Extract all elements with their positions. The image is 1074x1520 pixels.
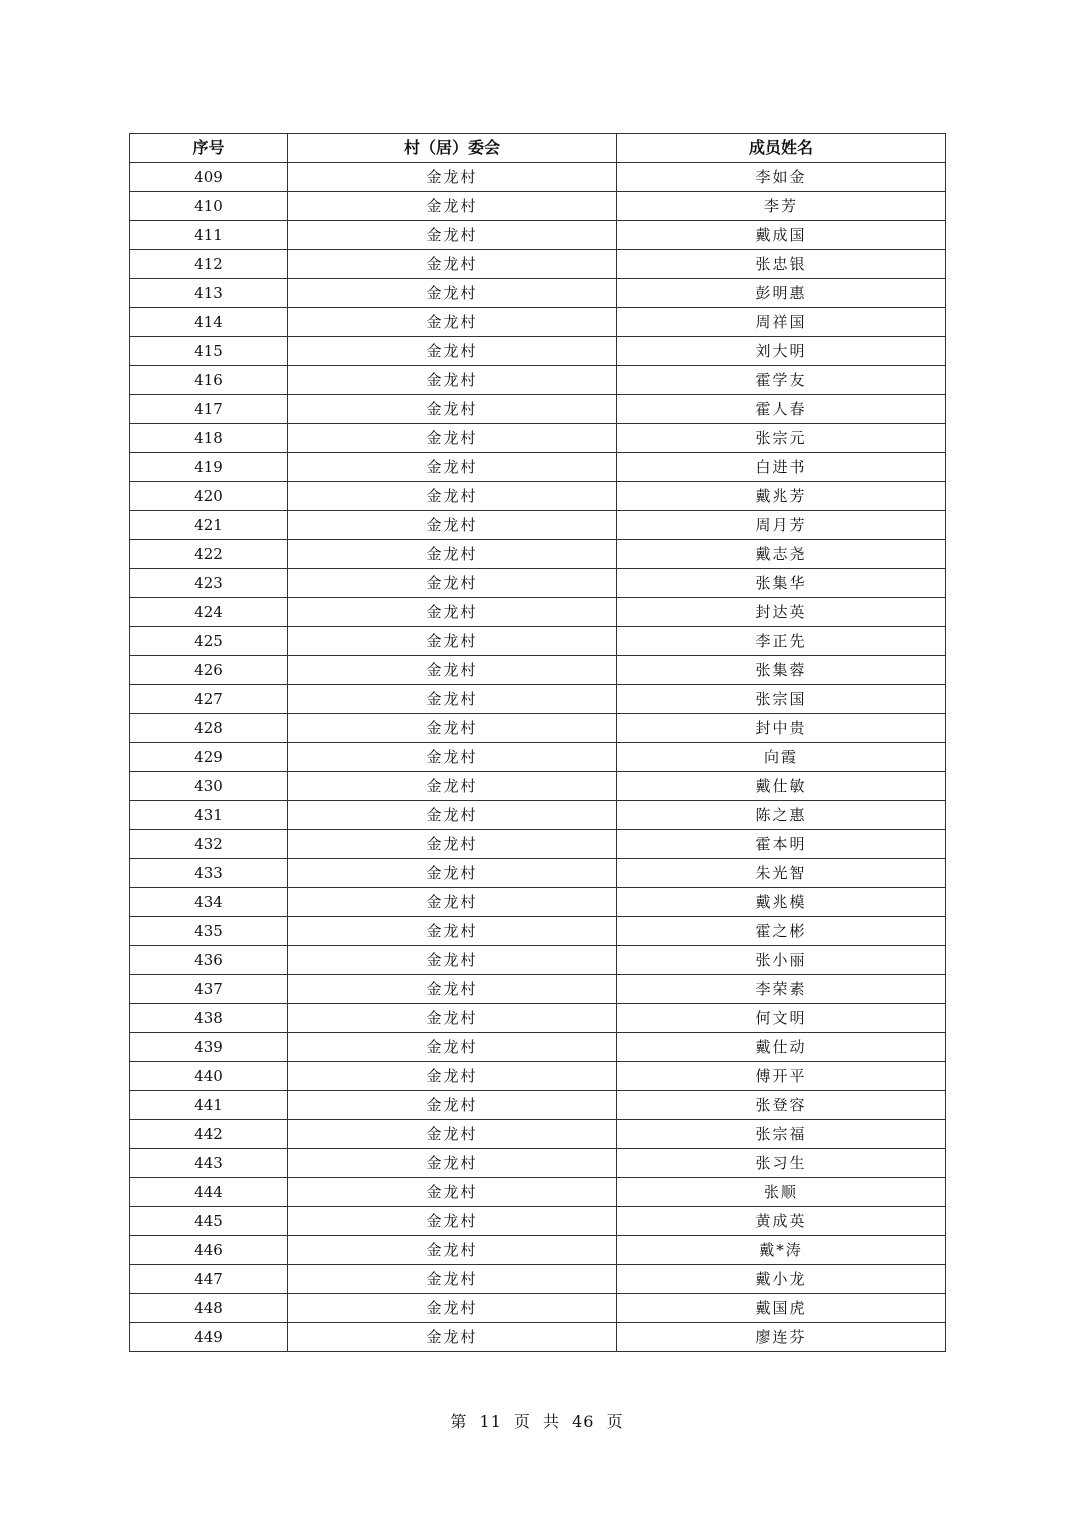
table-row: [130, 1178, 946, 1207]
cell-serial-number: 418: [130, 424, 288, 453]
cell-village-committee: 金龙村: [288, 859, 617, 888]
cell-serial-number: 422: [130, 540, 288, 569]
cell-serial-number: 417: [130, 395, 288, 424]
table-row: [130, 482, 946, 511]
cell-member-name: 戴成国: [617, 221, 946, 250]
table-row: [130, 685, 946, 714]
cell-member-name: 李芳: [617, 192, 946, 221]
header-village-committee: 村（居）委会: [288, 134, 617, 163]
cell-serial-number: 414: [130, 308, 288, 337]
cell-village-committee: 金龙村: [288, 366, 617, 395]
cell-serial-number: 429: [130, 743, 288, 772]
cell-serial-number: 420: [130, 482, 288, 511]
table-row: [130, 917, 946, 946]
cell-village-committee: 金龙村: [288, 1265, 617, 1294]
cell-member-name: 周祥国: [617, 308, 946, 337]
cell-serial-number: 427: [130, 685, 288, 714]
cell-member-name: 李正先: [617, 627, 946, 656]
table-row: [130, 656, 946, 685]
cell-member-name: 张宗元: [617, 424, 946, 453]
cell-serial-number: 436: [130, 946, 288, 975]
cell-member-name: 封中贵: [617, 714, 946, 743]
table-row: [130, 975, 946, 1004]
cell-village-committee: 金龙村: [288, 1294, 617, 1323]
cell-serial-number: 428: [130, 714, 288, 743]
table-row: [130, 308, 946, 337]
cell-village-committee: 金龙村: [288, 1120, 617, 1149]
cell-village-committee: 金龙村: [288, 163, 617, 192]
cell-member-name: 戴兆模: [617, 888, 946, 917]
cell-serial-number: 431: [130, 801, 288, 830]
cell-member-name: 戴志尧: [617, 540, 946, 569]
cell-serial-number: 449: [130, 1323, 288, 1352]
cell-member-name: 廖连芬: [617, 1323, 946, 1352]
cell-serial-number: 430: [130, 772, 288, 801]
table-row: [130, 163, 946, 192]
cell-village-committee: 金龙村: [288, 801, 617, 830]
table-row: [130, 511, 946, 540]
cell-village-committee: 金龙村: [288, 1323, 617, 1352]
table-row: [130, 888, 946, 917]
table-row: [130, 569, 946, 598]
cell-member-name: 张忠银: [617, 250, 946, 279]
cell-member-name: 张集蓉: [617, 656, 946, 685]
table-row: [130, 1091, 946, 1120]
cell-village-committee: 金龙村: [288, 1178, 617, 1207]
table-row: [130, 859, 946, 888]
cell-village-committee: 金龙村: [288, 221, 617, 250]
table-row: [130, 830, 946, 859]
cell-serial-number: 410: [130, 192, 288, 221]
cell-member-name: 霍人春: [617, 395, 946, 424]
table-row: [130, 1236, 946, 1265]
member-table: [129, 133, 946, 1352]
table-row: [130, 1149, 946, 1178]
table-header-row: [130, 134, 946, 163]
cell-serial-number: 445: [130, 1207, 288, 1236]
table-row: [130, 1120, 946, 1149]
cell-serial-number: 442: [130, 1120, 288, 1149]
cell-serial-number: 424: [130, 598, 288, 627]
table-row: [130, 424, 946, 453]
header-serial-number: 序号: [130, 134, 288, 163]
cell-serial-number: 433: [130, 859, 288, 888]
cell-member-name: 张顺: [617, 1178, 946, 1207]
table-row: [130, 250, 946, 279]
cell-village-committee: 金龙村: [288, 453, 617, 482]
cell-member-name: 戴小龙: [617, 1265, 946, 1294]
cell-member-name: 周月芳: [617, 511, 946, 540]
cell-member-name: 戴仕动: [617, 1033, 946, 1062]
cell-member-name: 戴兆芳: [617, 482, 946, 511]
cell-member-name: 戴国虎: [617, 1294, 946, 1323]
table-row: [130, 453, 946, 482]
cell-village-committee: 金龙村: [288, 772, 617, 801]
cell-serial-number: 416: [130, 366, 288, 395]
cell-serial-number: 413: [130, 279, 288, 308]
cell-serial-number: 419: [130, 453, 288, 482]
cell-village-committee: 金龙村: [288, 337, 617, 366]
cell-village-committee: 金龙村: [288, 250, 617, 279]
table-row: [130, 598, 946, 627]
table-body: [130, 163, 946, 1352]
cell-village-committee: 金龙村: [288, 714, 617, 743]
cell-village-committee: 金龙村: [288, 917, 617, 946]
cell-village-committee: 金龙村: [288, 1004, 617, 1033]
cell-village-committee: 金龙村: [288, 975, 617, 1004]
cell-serial-number: 448: [130, 1294, 288, 1323]
table-row: [130, 366, 946, 395]
cell-village-committee: 金龙村: [288, 1062, 617, 1091]
cell-serial-number: 443: [130, 1149, 288, 1178]
cell-member-name: 霍本明: [617, 830, 946, 859]
table-row: [130, 1294, 946, 1323]
cell-member-name: 霍学友: [617, 366, 946, 395]
table-row: [130, 627, 946, 656]
cell-village-committee: 金龙村: [288, 395, 617, 424]
table-row: [130, 1062, 946, 1091]
cell-village-committee: 金龙村: [288, 946, 617, 975]
cell-member-name: 戴仕敏: [617, 772, 946, 801]
cell-serial-number: 412: [130, 250, 288, 279]
table-row: [130, 192, 946, 221]
cell-serial-number: 432: [130, 830, 288, 859]
table-row: [130, 279, 946, 308]
cell-member-name: 向霞: [617, 743, 946, 772]
cell-village-committee: 金龙村: [288, 830, 617, 859]
cell-serial-number: 447: [130, 1265, 288, 1294]
cell-serial-number: 446: [130, 1236, 288, 1265]
cell-member-name: 张宗福: [617, 1120, 946, 1149]
cell-member-name: 张集华: [617, 569, 946, 598]
cell-village-committee: 金龙村: [288, 685, 617, 714]
cell-village-committee: 金龙村: [288, 192, 617, 221]
cell-serial-number: 425: [130, 627, 288, 656]
cell-serial-number: 439: [130, 1033, 288, 1062]
cell-serial-number: 435: [130, 917, 288, 946]
table-row: [130, 1004, 946, 1033]
cell-member-name: 张宗国: [617, 685, 946, 714]
cell-member-name: 何文明: [617, 1004, 946, 1033]
cell-serial-number: 441: [130, 1091, 288, 1120]
table-row: [130, 540, 946, 569]
table-row: [130, 946, 946, 975]
cell-village-committee: 金龙村: [288, 627, 617, 656]
cell-member-name: 黄成英: [617, 1207, 946, 1236]
cell-village-committee: 金龙村: [288, 540, 617, 569]
cell-member-name: 张登容: [617, 1091, 946, 1120]
cell-member-name: 李荣素: [617, 975, 946, 1004]
cell-village-committee: 金龙村: [288, 308, 617, 337]
header-member-name: 成员姓名: [617, 134, 946, 163]
cell-village-committee: 金龙村: [288, 1091, 617, 1120]
page-number-footer: 第 11 页 共 46 页: [450, 1412, 624, 1431]
cell-serial-number: 409: [130, 163, 288, 192]
table-row: [130, 337, 946, 366]
table-row: [130, 1207, 946, 1236]
cell-member-name: 彭明惠: [617, 279, 946, 308]
table-row: [130, 1323, 946, 1352]
table-row: [130, 743, 946, 772]
cell-serial-number: 426: [130, 656, 288, 685]
cell-serial-number: 437: [130, 975, 288, 1004]
table-row: [130, 1033, 946, 1062]
cell-village-committee: 金龙村: [288, 424, 617, 453]
cell-village-committee: 金龙村: [288, 482, 617, 511]
cell-member-name: 封达英: [617, 598, 946, 627]
cell-village-committee: 金龙村: [288, 511, 617, 540]
cell-village-committee: 金龙村: [288, 888, 617, 917]
cell-village-committee: 金龙村: [288, 1207, 617, 1236]
cell-village-committee: 金龙村: [288, 1236, 617, 1265]
cell-village-committee: 金龙村: [288, 569, 617, 598]
cell-serial-number: 438: [130, 1004, 288, 1033]
cell-member-name: 刘大明: [617, 337, 946, 366]
cell-member-name: 霍之彬: [617, 917, 946, 946]
table-row: [130, 395, 946, 424]
cell-member-name: 李如金: [617, 163, 946, 192]
cell-serial-number: 411: [130, 221, 288, 250]
cell-village-committee: 金龙村: [288, 279, 617, 308]
cell-member-name: 张习生: [617, 1149, 946, 1178]
table-row: [130, 221, 946, 250]
table-row: [130, 1265, 946, 1294]
cell-village-committee: 金龙村: [288, 1149, 617, 1178]
cell-serial-number: 423: [130, 569, 288, 598]
cell-member-name: 陈之惠: [617, 801, 946, 830]
cell-member-name: 白进书: [617, 453, 946, 482]
cell-member-name: 傅开平: [617, 1062, 946, 1091]
cell-serial-number: 444: [130, 1178, 288, 1207]
cell-member-name: 张小丽: [617, 946, 946, 975]
cell-serial-number: 434: [130, 888, 288, 917]
table-row: [130, 714, 946, 743]
cell-serial-number: 415: [130, 337, 288, 366]
table-row: [130, 772, 946, 801]
cell-village-committee: 金龙村: [288, 598, 617, 627]
cell-member-name: 朱光智: [617, 859, 946, 888]
cell-member-name: 戴*涛: [617, 1236, 946, 1265]
table-row: [130, 801, 946, 830]
cell-serial-number: 440: [130, 1062, 288, 1091]
cell-serial-number: 421: [130, 511, 288, 540]
cell-village-committee: 金龙村: [288, 1033, 617, 1062]
cell-village-committee: 金龙村: [288, 743, 617, 772]
cell-village-committee: 金龙村: [288, 656, 617, 685]
